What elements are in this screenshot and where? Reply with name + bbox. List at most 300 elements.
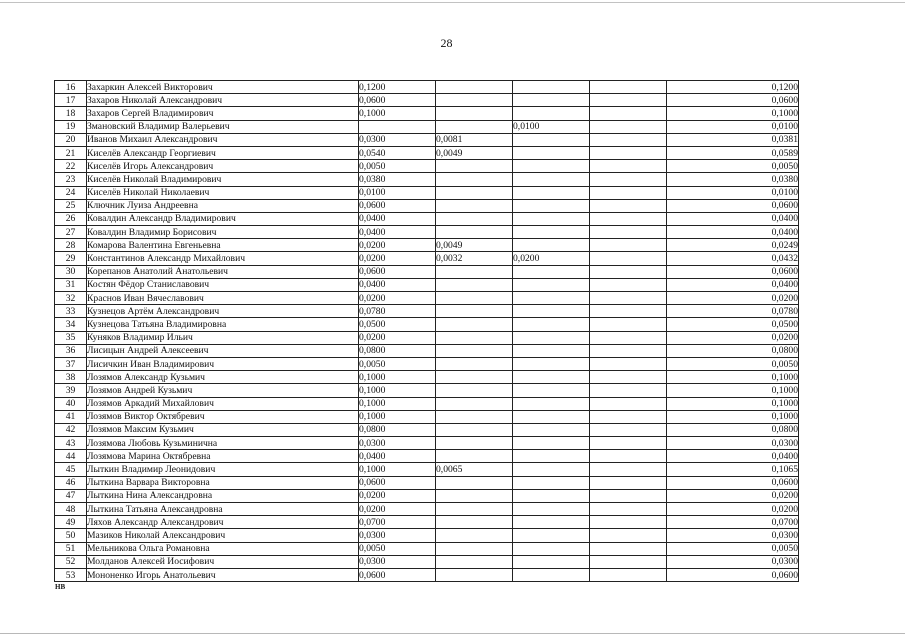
share-total: 0,0300 bbox=[667, 529, 799, 542]
table-row bbox=[55, 344, 799, 357]
row-number: 20 bbox=[55, 133, 87, 146]
row-number: 34 bbox=[55, 318, 87, 331]
share-col-3 bbox=[513, 397, 590, 410]
share-col-2 bbox=[436, 476, 513, 489]
table-row bbox=[55, 529, 799, 542]
row-number: 39 bbox=[55, 384, 87, 397]
table-row bbox=[55, 503, 799, 516]
share-col-1: 0,0800 bbox=[359, 423, 436, 436]
share-col-2 bbox=[436, 397, 513, 410]
share-col-4 bbox=[590, 81, 667, 94]
share-col-1: 0,0300 bbox=[359, 133, 436, 146]
person-name: Лозямов Аркадий Михайлович bbox=[87, 397, 359, 410]
person-name: Комарова Валентина Евгеньевна bbox=[87, 239, 359, 252]
share-total: 0,0800 bbox=[667, 423, 799, 436]
row-number: 27 bbox=[55, 226, 87, 239]
share-col-4 bbox=[590, 450, 667, 463]
share-col-4 bbox=[590, 489, 667, 502]
share-col-1: 0,0200 bbox=[359, 489, 436, 502]
person-name: Ключник Луиза Андреевна bbox=[87, 199, 359, 212]
share-total: 0,1000 bbox=[667, 410, 799, 423]
person-name: Киселёв Николай Николаевич bbox=[87, 186, 359, 199]
row-number: 17 bbox=[55, 94, 87, 107]
share-col-3 bbox=[513, 463, 590, 476]
share-col-4 bbox=[590, 516, 667, 529]
share-col-3 bbox=[513, 81, 590, 94]
share-total: 0,0200 bbox=[667, 331, 799, 344]
share-total: 0,0400 bbox=[667, 212, 799, 225]
share-col-2 bbox=[436, 529, 513, 542]
share-total: 0,0381 bbox=[667, 133, 799, 146]
share-col-1 bbox=[359, 120, 436, 133]
row-number: 45 bbox=[55, 463, 87, 476]
share-col-2 bbox=[436, 450, 513, 463]
share-col-3 bbox=[513, 568, 590, 581]
share-total: 0,0780 bbox=[667, 305, 799, 318]
person-name: Лисичкин Иван Владимирович bbox=[87, 357, 359, 370]
table-row bbox=[55, 542, 799, 555]
shareholder-table bbox=[54, 80, 799, 582]
share-col-1: 0,1000 bbox=[359, 463, 436, 476]
person-name: Захаров Сергей Владимирович bbox=[87, 107, 359, 120]
share-total: 0,0400 bbox=[667, 450, 799, 463]
table-row bbox=[55, 120, 799, 133]
share-col-3 bbox=[513, 107, 590, 120]
table-row bbox=[55, 226, 799, 239]
table-row bbox=[55, 81, 799, 94]
table-row bbox=[55, 555, 799, 568]
share-col-2 bbox=[436, 292, 513, 305]
share-col-2 bbox=[436, 331, 513, 344]
share-col-4 bbox=[590, 133, 667, 146]
share-col-4 bbox=[590, 437, 667, 450]
person-name: Мельникова Ольга Романовна bbox=[87, 542, 359, 555]
person-name: Костян Фёдор Станиславович bbox=[87, 278, 359, 291]
row-number: 40 bbox=[55, 397, 87, 410]
share-col-2 bbox=[436, 371, 513, 384]
share-total: 0,0380 bbox=[667, 173, 799, 186]
person-name: Лыткина Варвара Викторовна bbox=[87, 476, 359, 489]
share-col-3 bbox=[513, 476, 590, 489]
share-col-1: 0,0050 bbox=[359, 542, 436, 555]
share-col-4 bbox=[590, 344, 667, 357]
share-col-3 bbox=[513, 318, 590, 331]
person-name: Молданов Алексей Иосифович bbox=[87, 555, 359, 568]
share-col-4 bbox=[590, 226, 667, 239]
share-col-3 bbox=[513, 305, 590, 318]
share-total: 0,0249 bbox=[667, 239, 799, 252]
share-col-3 bbox=[513, 173, 590, 186]
share-col-1: 0,0200 bbox=[359, 292, 436, 305]
table-row bbox=[55, 186, 799, 199]
share-total: 0,0600 bbox=[667, 94, 799, 107]
share-col-2 bbox=[436, 568, 513, 581]
share-col-3 bbox=[513, 503, 590, 516]
share-col-1: 0,0050 bbox=[359, 357, 436, 370]
table-row bbox=[55, 305, 799, 318]
share-col-2 bbox=[436, 437, 513, 450]
table-row bbox=[55, 357, 799, 370]
person-name: Лыткина Нина Александровна bbox=[87, 489, 359, 502]
table-row bbox=[55, 239, 799, 252]
row-number: 28 bbox=[55, 239, 87, 252]
row-number: 24 bbox=[55, 186, 87, 199]
share-total: 0,0600 bbox=[667, 199, 799, 212]
share-col-2 bbox=[436, 186, 513, 199]
share-col-1: 0,0600 bbox=[359, 94, 436, 107]
share-total: 0,1000 bbox=[667, 397, 799, 410]
person-name: Кузнецов Артём Александрович bbox=[87, 305, 359, 318]
share-col-2 bbox=[436, 94, 513, 107]
share-col-2 bbox=[436, 489, 513, 502]
share-col-4 bbox=[590, 463, 667, 476]
share-col-4 bbox=[590, 199, 667, 212]
table-row bbox=[55, 173, 799, 186]
share-col-3 bbox=[513, 555, 590, 568]
table-row bbox=[55, 146, 799, 159]
share-col-3 bbox=[513, 410, 590, 423]
share-col-2 bbox=[436, 344, 513, 357]
table-row bbox=[55, 252, 799, 265]
share-col-1: 0,0200 bbox=[359, 331, 436, 344]
share-col-2 bbox=[436, 120, 513, 133]
share-col-1: 0,0400 bbox=[359, 212, 436, 225]
row-number: 42 bbox=[55, 423, 87, 436]
table-row bbox=[55, 489, 799, 502]
share-col-3 bbox=[513, 542, 590, 555]
row-number: 44 bbox=[55, 450, 87, 463]
table-row bbox=[55, 450, 799, 463]
share-total: 0,0500 bbox=[667, 318, 799, 331]
person-name: Лисицын Андрей Алексеевич bbox=[87, 344, 359, 357]
row-number: 35 bbox=[55, 331, 87, 344]
share-col-4 bbox=[590, 423, 667, 436]
share-col-1: 0,0780 bbox=[359, 305, 436, 318]
share-total: 0,1065 bbox=[667, 463, 799, 476]
share-total: 0,0432 bbox=[667, 252, 799, 265]
share-col-2 bbox=[436, 516, 513, 529]
row-number: 30 bbox=[55, 265, 87, 278]
row-number: 23 bbox=[55, 173, 87, 186]
share-col-1: 0,0500 bbox=[359, 318, 436, 331]
share-total: 0,0400 bbox=[667, 278, 799, 291]
table-row bbox=[55, 133, 799, 146]
row-number: 50 bbox=[55, 529, 87, 542]
table-row bbox=[55, 384, 799, 397]
share-col-1: 0,0600 bbox=[359, 476, 436, 489]
table-row bbox=[55, 437, 799, 450]
table-row bbox=[55, 160, 799, 173]
share-total: 0,0600 bbox=[667, 265, 799, 278]
row-number: 18 bbox=[55, 107, 87, 120]
share-total: 0,1000 bbox=[667, 371, 799, 384]
share-col-2 bbox=[436, 199, 513, 212]
share-col-2 bbox=[436, 305, 513, 318]
share-col-4 bbox=[590, 120, 667, 133]
share-col-1: 0,0300 bbox=[359, 529, 436, 542]
table-row bbox=[55, 318, 799, 331]
person-name: Лозямов Виктор Октябревич bbox=[87, 410, 359, 423]
share-col-4 bbox=[590, 357, 667, 370]
share-col-1: 0,0600 bbox=[359, 568, 436, 581]
person-name: Лозямов Андрей Кузьмич bbox=[87, 384, 359, 397]
share-col-2 bbox=[436, 212, 513, 225]
footer-mark: НВ bbox=[55, 583, 66, 591]
table-row bbox=[55, 278, 799, 291]
share-total: 0,0600 bbox=[667, 568, 799, 581]
row-number: 21 bbox=[55, 146, 87, 159]
share-col-2: 0,0081 bbox=[436, 133, 513, 146]
share-col-2 bbox=[436, 542, 513, 555]
table-row bbox=[55, 94, 799, 107]
person-name: Захаркин Алексей Викторович bbox=[87, 81, 359, 94]
share-total: 0,0200 bbox=[667, 503, 799, 516]
person-name: Корепанов Анатолий Анатольевич bbox=[87, 265, 359, 278]
share-col-2 bbox=[436, 81, 513, 94]
share-total: 0,1000 bbox=[667, 384, 799, 397]
table-row bbox=[55, 423, 799, 436]
share-col-3 bbox=[513, 212, 590, 225]
row-number: 29 bbox=[55, 252, 87, 265]
share-col-2 bbox=[436, 423, 513, 436]
row-number: 38 bbox=[55, 371, 87, 384]
person-name: Иванов Михаил Александрович bbox=[87, 133, 359, 146]
table-row bbox=[55, 516, 799, 529]
share-col-3 bbox=[513, 239, 590, 252]
row-number: 16 bbox=[55, 81, 87, 94]
share-col-2 bbox=[436, 265, 513, 278]
row-number: 49 bbox=[55, 516, 87, 529]
share-total: 0,0050 bbox=[667, 357, 799, 370]
share-col-4 bbox=[590, 107, 667, 120]
share-col-2 bbox=[436, 318, 513, 331]
share-col-2 bbox=[436, 410, 513, 423]
person-name: Лыткин Владимир Леонидович bbox=[87, 463, 359, 476]
share-col-2 bbox=[436, 503, 513, 516]
share-col-3 bbox=[513, 529, 590, 542]
row-number: 32 bbox=[55, 292, 87, 305]
person-name: Ляхов Александр Александрович bbox=[87, 516, 359, 529]
share-col-1: 0,1200 bbox=[359, 81, 436, 94]
share-col-3 bbox=[513, 344, 590, 357]
share-total: 0,0700 bbox=[667, 516, 799, 529]
share-col-3 bbox=[513, 357, 590, 370]
share-col-4 bbox=[590, 173, 667, 186]
share-col-1: 0,0200 bbox=[359, 252, 436, 265]
share-col-3 bbox=[513, 133, 590, 146]
share-total: 0,1200 bbox=[667, 81, 799, 94]
row-number: 36 bbox=[55, 344, 87, 357]
share-col-3 bbox=[513, 516, 590, 529]
share-col-2: 0,0049 bbox=[436, 239, 513, 252]
share-col-1: 0,0200 bbox=[359, 503, 436, 516]
share-col-3: 0,0200 bbox=[513, 252, 590, 265]
share-col-1: 0,0400 bbox=[359, 278, 436, 291]
share-col-1: 0,1000 bbox=[359, 371, 436, 384]
table-row bbox=[55, 265, 799, 278]
share-total: 0,0050 bbox=[667, 160, 799, 173]
table-row bbox=[55, 476, 799, 489]
table-row bbox=[55, 410, 799, 423]
table-row bbox=[55, 199, 799, 212]
share-col-3 bbox=[513, 160, 590, 173]
share-col-2: 0,0049 bbox=[436, 146, 513, 159]
row-number: 53 bbox=[55, 568, 87, 581]
share-col-4 bbox=[590, 397, 667, 410]
share-col-3 bbox=[513, 371, 590, 384]
share-col-4 bbox=[590, 239, 667, 252]
row-number: 43 bbox=[55, 437, 87, 450]
share-col-4 bbox=[590, 278, 667, 291]
row-number: 33 bbox=[55, 305, 87, 318]
table-body bbox=[55, 81, 799, 582]
person-name: Лозямова Марина Октябревна bbox=[87, 450, 359, 463]
person-name: Кузнецова Татьяна Владимировна bbox=[87, 318, 359, 331]
table-row bbox=[55, 331, 799, 344]
share-col-3 bbox=[513, 226, 590, 239]
row-number: 47 bbox=[55, 489, 87, 502]
share-col-3 bbox=[513, 489, 590, 502]
page-number: 28 bbox=[440, 36, 453, 50]
table-row bbox=[55, 568, 799, 581]
table-row bbox=[55, 212, 799, 225]
person-name: Киселёв Александр Георгиевич bbox=[87, 146, 359, 159]
person-name: Змановский Владимир Валерьевич bbox=[87, 120, 359, 133]
share-col-1: 0,0700 bbox=[359, 516, 436, 529]
share-col-1: 0,0400 bbox=[359, 450, 436, 463]
share-col-1: 0,0050 bbox=[359, 160, 436, 173]
share-col-4 bbox=[590, 555, 667, 568]
person-name: Лозямов Александр Кузьмич bbox=[87, 371, 359, 384]
share-col-2 bbox=[436, 384, 513, 397]
share-col-4 bbox=[590, 186, 667, 199]
share-col-1: 0,1000 bbox=[359, 397, 436, 410]
share-col-4 bbox=[590, 331, 667, 344]
share-col-4 bbox=[590, 410, 667, 423]
share-col-4 bbox=[590, 265, 667, 278]
row-number: 37 bbox=[55, 357, 87, 370]
share-col-1: 0,0400 bbox=[359, 226, 436, 239]
share-col-3 bbox=[513, 94, 590, 107]
table-row bbox=[55, 463, 799, 476]
person-name: Мононенко Игорь Анатольевич bbox=[87, 568, 359, 581]
table-row bbox=[55, 292, 799, 305]
share-col-3: 0,0100 bbox=[513, 120, 590, 133]
share-col-4 bbox=[590, 146, 667, 159]
share-col-4 bbox=[590, 503, 667, 516]
share-col-4 bbox=[590, 160, 667, 173]
person-name: Ковалдин Владимир Борисович bbox=[87, 226, 359, 239]
scan-edge-top bbox=[0, 2, 905, 3]
share-col-1: 0,1000 bbox=[359, 107, 436, 120]
row-number: 46 bbox=[55, 476, 87, 489]
share-col-3 bbox=[513, 199, 590, 212]
share-col-4 bbox=[590, 476, 667, 489]
share-col-4 bbox=[590, 292, 667, 305]
share-col-2 bbox=[436, 226, 513, 239]
share-col-2 bbox=[436, 107, 513, 120]
share-col-3 bbox=[513, 278, 590, 291]
share-total: 0,1000 bbox=[667, 107, 799, 120]
share-total: 0,0800 bbox=[667, 344, 799, 357]
scan-edge-bottom bbox=[0, 633, 905, 634]
person-name: Лыткина Татьяна Александровна bbox=[87, 503, 359, 516]
row-number: 31 bbox=[55, 278, 87, 291]
share-total: 0,0050 bbox=[667, 542, 799, 555]
share-col-4 bbox=[590, 542, 667, 555]
person-name: Ковалдин Александр Владимирович bbox=[87, 212, 359, 225]
table-row bbox=[55, 107, 799, 120]
share-col-3 bbox=[513, 146, 590, 159]
share-total: 0,0200 bbox=[667, 292, 799, 305]
row-number: 19 bbox=[55, 120, 87, 133]
share-total: 0,0100 bbox=[667, 120, 799, 133]
share-total: 0,0400 bbox=[667, 226, 799, 239]
share-total: 0,0589 bbox=[667, 146, 799, 159]
share-col-1: 0,0100 bbox=[359, 186, 436, 199]
share-col-4 bbox=[590, 371, 667, 384]
table-row bbox=[55, 371, 799, 384]
person-name: Лозямов Максим Кузьмич bbox=[87, 423, 359, 436]
share-col-4 bbox=[590, 568, 667, 581]
share-total: 0,0300 bbox=[667, 555, 799, 568]
share-col-2 bbox=[436, 357, 513, 370]
person-name: Мазиков Николай Александрович bbox=[87, 529, 359, 542]
share-col-3 bbox=[513, 450, 590, 463]
share-col-1: 0,1000 bbox=[359, 410, 436, 423]
row-number: 22 bbox=[55, 160, 87, 173]
share-col-3 bbox=[513, 265, 590, 278]
row-number: 26 bbox=[55, 212, 87, 225]
share-col-4 bbox=[590, 318, 667, 331]
share-col-3 bbox=[513, 423, 590, 436]
share-col-2 bbox=[436, 160, 513, 173]
share-col-3 bbox=[513, 292, 590, 305]
share-col-3 bbox=[513, 331, 590, 344]
person-name: Краснов Иван Вячеславович bbox=[87, 292, 359, 305]
share-col-3 bbox=[513, 437, 590, 450]
share-col-1: 0,0300 bbox=[359, 555, 436, 568]
share-col-1: 0,0800 bbox=[359, 344, 436, 357]
share-col-1: 0,0600 bbox=[359, 265, 436, 278]
share-col-1: 0,0300 bbox=[359, 437, 436, 450]
share-col-3 bbox=[513, 384, 590, 397]
person-name: Киселёв Николай Владимирович bbox=[87, 173, 359, 186]
table-row bbox=[55, 397, 799, 410]
share-total: 0,0600 bbox=[667, 476, 799, 489]
share-col-2 bbox=[436, 278, 513, 291]
share-col-1: 0,0600 bbox=[359, 199, 436, 212]
share-total: 0,0200 bbox=[667, 489, 799, 502]
share-col-1: 0,0380 bbox=[359, 173, 436, 186]
share-col-4 bbox=[590, 384, 667, 397]
share-col-2 bbox=[436, 555, 513, 568]
share-col-2: 0,0032 bbox=[436, 252, 513, 265]
share-col-4 bbox=[590, 529, 667, 542]
share-col-3 bbox=[513, 186, 590, 199]
share-col-4 bbox=[590, 252, 667, 265]
share-col-1: 0,0540 bbox=[359, 146, 436, 159]
share-col-1: 0,1000 bbox=[359, 384, 436, 397]
row-number: 52 bbox=[55, 555, 87, 568]
share-total: 0,0300 bbox=[667, 437, 799, 450]
share-col-4 bbox=[590, 305, 667, 318]
row-number: 48 bbox=[55, 503, 87, 516]
share-total: 0,0100 bbox=[667, 186, 799, 199]
row-number: 25 bbox=[55, 199, 87, 212]
share-col-4 bbox=[590, 212, 667, 225]
share-col-1: 0,0200 bbox=[359, 239, 436, 252]
